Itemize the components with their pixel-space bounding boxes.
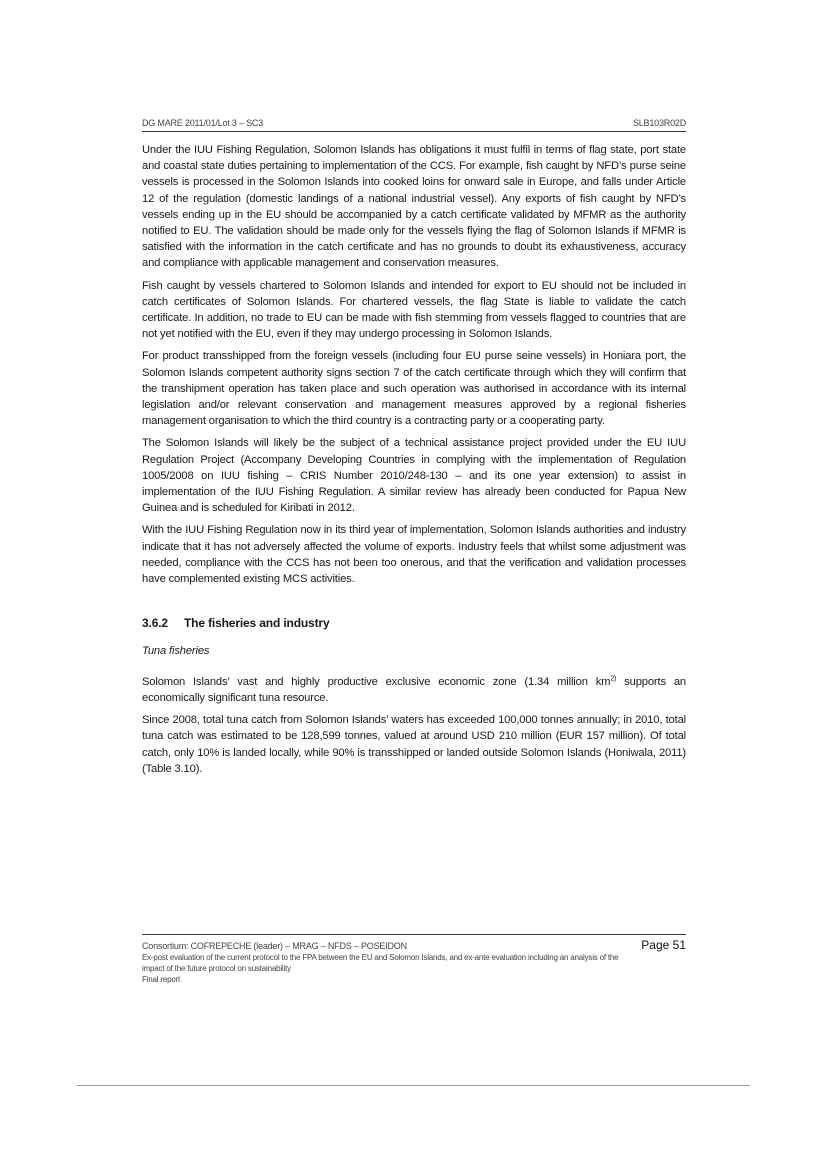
page-header	[142, 118, 686, 132]
paragraph-implementation-status: With the IUU Fishing Regulation now in its third year of implementation, Solomon Islands authorities and industry indicate that it has not adversely affected the volume of exports. Industry feels that whilst some adjustment was needed, compliance with the CCS has not been too onerous, and that the verification and validation processes have complemented existing MCS activities.	[142, 524, 686, 586]
eez-superscript: 2)	[610, 674, 617, 682]
page-bottom-divider	[77, 1085, 750, 1086]
paragraph-eez	[142, 674, 686, 706]
section-title: The fisheries and industry	[184, 616, 330, 631]
section-number: 3.6.2	[142, 616, 168, 631]
paragraph-tuna-catch: Since 2008, total tuna catch from Solomon Islands’ waters has exceeded 100,000 tonnes annually; in 2010, total tuna catch was estimated to be 128,599 tonnes, valued at around USD 210 million (EUR 157 million). Of total catch, only 10% is landed locally, while 90% is transshipped or landed outside Solomon Islands (Honiwala, 2011) (Table 3.10).	[142, 714, 686, 775]
footer-final-report: Final report	[142, 975, 181, 984]
paragraph-chartered-vessels: Fish caught by vessels chartered to Solomon Islands and intended for export to EU should not be included in catch certificates of Solomon Islands. For chartered vessels, the flag State is liable to validate the catch certificate. In addition, no trade to EU can be made with fish stemming from vessels flagged to countries that are not yet notified with the EU, even if they may undergo processing in Solomon Islands.	[142, 279, 686, 341]
header-document-ref: DG MARE 2011/01/Lot 3 – SC3	[142, 118, 263, 128]
page-number: Page 51	[641, 938, 686, 952]
footer-evaluation-title-cont: impact of the future protocol on sustainability	[142, 964, 291, 973]
footer-evaluation-title: Ex-post evaluation of the current protocol to the FPA between the EU and Solomon Islands, and ex-ante evaluation including an analysis of the	[142, 953, 619, 962]
footer-consortium: Consortium: COFREPECHE (leader) – MRAG – NFDS – POSEIDON	[142, 941, 407, 951]
eez-text-end: supports an economically significant tuna resource.	[142, 675, 686, 704]
subsection-heading: Tuna fisheries	[142, 645, 210, 658]
paragraph-iuu-obligations: Under the IUU Fishing Regulation, Solomon Islands has obligations it must fulfil in terms of flag state, port state and coastal state duties pertaining to implementation of the CCS. For example, fish caught by NFD’s purse seine vessels is processed in the Solomon Islands into cooked loins for onward sale in Europe, and falls under Article 12 of the regulation (domestic landings of a national industrial vessel). Any exports of fish caught by NFD’s vessels ending up in the EU should be accompanied by a catch certificate validated by MFMR as the authority notified to EU. The validation should be made only for the vessels flying the flag of Solomon Islands if MFMR is satisfied with the information in the catch certificate and has no grounds to doubt its exhaustiveness, accuracy and compliance with applicable management and conservation measures.	[142, 144, 686, 270]
section-heading	[142, 615, 686, 631]
page-content	[142, 142, 686, 783]
page-footer	[142, 934, 686, 985]
paragraph-technical-assistance: The Solomon Islands will likely be the subject of a technical assistance project provided under the EU IUU Regulation Project (Accompany Developing Countries in complying with the implementation of Regulation 1005/2008 on IUU fishing – CRIS Number 2010/248-130 – and its one year extension) to assist in implementation of the IUU Fishing Regulation. A similar review has already been conducted for Papua New Guinea and is scheduled for Kiribati in 2012.	[142, 437, 686, 515]
header-report-code: SLB103R02D	[632, 118, 686, 128]
paragraph-transshipment: For product transshipped from the foreign vessels (including four EU purse seine vessels) in Honiara port, the Solomon Islands competent authority signs section 7 of the catch certificate through which they will confirm that the transhipment operation has taken place and such operation was authorised in accordance with its internal legislation and/or relevant conservation and management measures approved by a regional fisheries management organisation to which the third country is a contracting party or a cooperating party.	[142, 350, 686, 428]
eez-text-start: Solomon Islands’ vast and highly productive exclusive economic zone (1.34 million km	[142, 675, 611, 688]
